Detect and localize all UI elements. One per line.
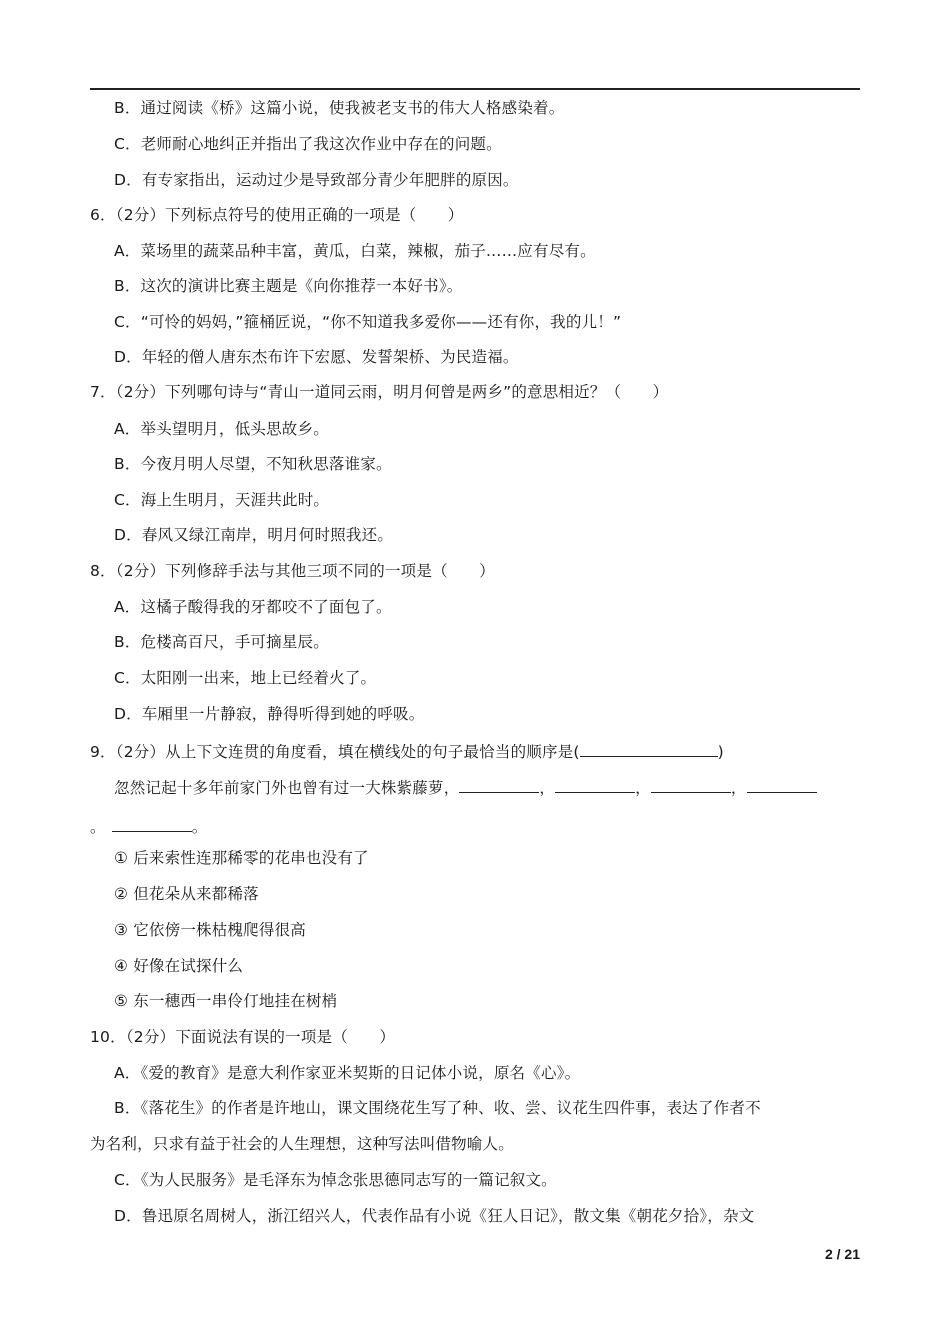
q7-option-c: C．海上生明月，天涯共此时。 [114, 491, 330, 509]
q6-option-b: B．这次的演讲比赛主题是《向你推荐一本好书》。 [114, 277, 463, 295]
period: 。 [191, 818, 208, 836]
fill-blank-2[interactable] [555, 776, 635, 793]
period: 。 [90, 818, 106, 836]
q9-passage-cont [90, 815, 207, 837]
q10-option-d: D．鲁迅原名周树人，浙江绍兴人，代表作品有小说《狂人日记》，散文集《朝花夕拾》，杂文 [114, 1207, 755, 1225]
q7-option-b: B．今夜月明人尽望，不知秋思落谁家。 [114, 455, 392, 473]
q8-option-d: D．车厢里一片静寂，静得听得到她的呼吸。 [114, 705, 425, 723]
answer-blank[interactable] [580, 740, 718, 757]
q9-sentence-1: ① 后来索性连那稀零的花串也没有了 [114, 849, 369, 867]
q9-passage-text: 忽然记起十多年前家门外也曾有过一大株紫藤萝， [114, 779, 460, 797]
comma: ， [539, 779, 556, 797]
q8-option-c: C．太阳刚一出来，地上已经着火了。 [114, 669, 377, 687]
comma: ， [635, 779, 651, 797]
q9-passage [114, 776, 817, 798]
q6-option-a: A．菜场里的蔬菜品种丰富，黄瓜，白菜，辣椒，茄子……应有尽有。 [114, 242, 596, 260]
q9-sentence-3: ③ 它依傍一株枯槐爬得很高 [114, 921, 306, 939]
comma: ， [730, 779, 747, 797]
q7-option-a: A．举头望明月，低头思故乡。 [114, 420, 329, 438]
q5-option-b: B．通过阅读《桥》这篇小说，使我被老支书的伟大人格感染着。 [114, 99, 565, 117]
fill-blank-3[interactable] [651, 776, 731, 793]
q10-option-b-cont: 为名利，只求有益于社会的人生理想，这种写法叫借物喻人。 [90, 1135, 514, 1153]
q10-option-a: A．《爱的教育》是意大利作家亚米契斯的日记体小说，原名《心》。 [114, 1064, 581, 1082]
fill-blank-1[interactable] [459, 776, 539, 793]
q5-option-c: C．老师耐心地纠正并指出了我这次作业中存在的问题。 [114, 135, 502, 153]
q6-option-d: D．年轻的僧人唐东杰布许下宏愿、发誓架桥、为民造福。 [114, 348, 519, 366]
q10-option-c: C．《为人民服务》是毛泽东为悼念张思德同志写的一篇记叙文。 [114, 1171, 557, 1189]
q10-option-b: B．《落花生》的作者是许地山，课文围绕花生写了种、收、尝、议花生四件事，表达了作者不 [114, 1099, 761, 1117]
q9-sentence-5: ⑤ 东一穗西一串伶仃地挂在树梢 [114, 992, 338, 1010]
q5-option-d: D．有专家指出，运动过少是导致部分青少年肥胖的原因。 [114, 171, 519, 189]
question-9-stem: 9．（2分）从上下文连贯的角度看，填在横线处的句子最恰当的顺序是( [90, 743, 580, 761]
question-7: 7．（2分）下列哪句诗与“青山一道同云雨，明月何曾是两乡”的意思相近？（ ） [90, 383, 669, 401]
q9-sentence-2: ② 但花朵从来都稀落 [114, 885, 259, 903]
question-8: 8．（2分）下列修辞手法与其他三项不同的一项是（ ） [90, 562, 495, 580]
page-number: 2 / 21 [824, 1246, 860, 1262]
fill-blank-4[interactable] [747, 776, 817, 793]
q7-option-d: D．春风又绿江南岸，明月何时照我还。 [114, 526, 394, 544]
header-rule [90, 88, 860, 90]
fill-blank-5[interactable] [112, 815, 192, 832]
q8-option-a: A．这橘子酸得我的牙都咬不了面包了。 [114, 598, 392, 616]
question-9-close: ) [717, 743, 724, 761]
q6-option-c: C．“可怜的妈妈，”箍桶匠说，“你不知道我多爱你——还有你，我的儿！” [114, 313, 622, 331]
q9-sentence-4: ④ 好像在试探什么 [114, 957, 244, 975]
q8-option-b: B．危楼高百尺，手可摘星辰。 [114, 633, 329, 651]
question-10: 10．（2分）下面说法有误的一项是（ ） [90, 1028, 396, 1046]
question-6: 6．（2分）下列标点符号的使用正确的一项是（ ） [90, 206, 464, 224]
question-9 [90, 740, 724, 762]
